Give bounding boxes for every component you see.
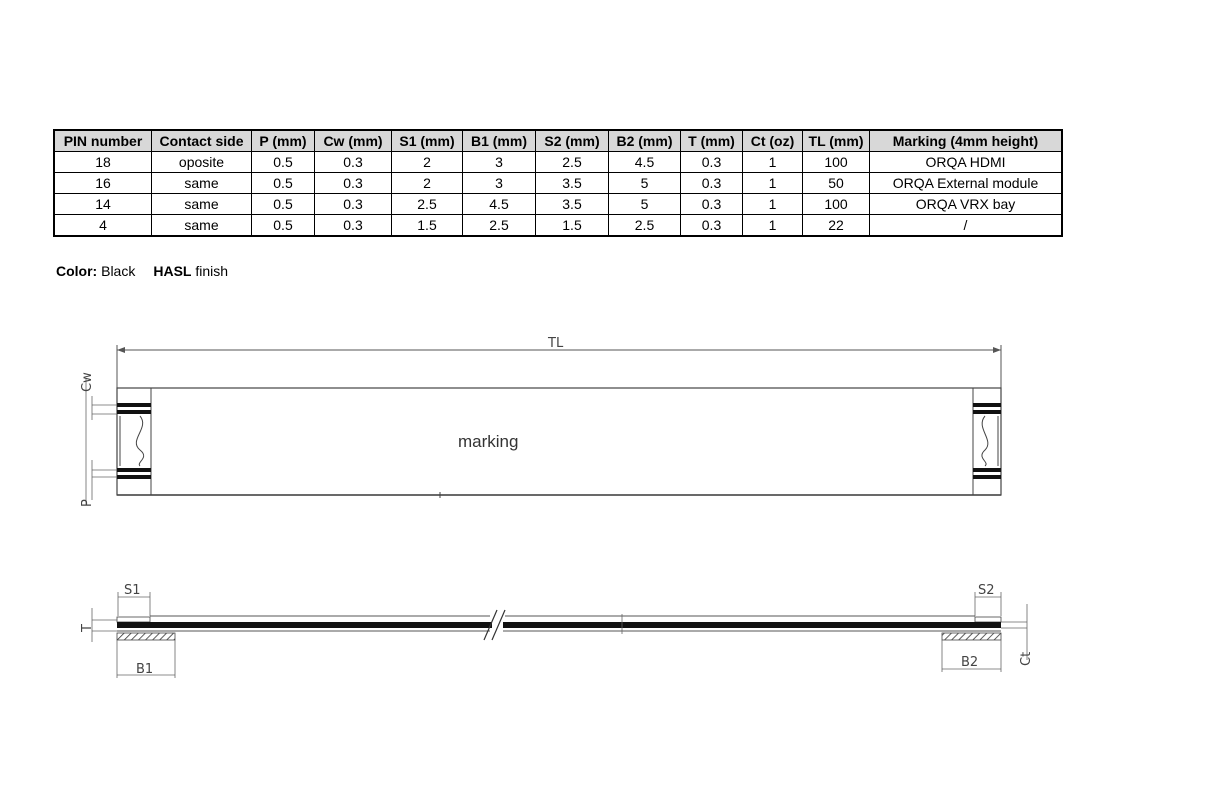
col-header: S2 (mm) — [536, 130, 609, 152]
cell: 14 — [54, 194, 152, 215]
col-header: Cw (mm) — [315, 130, 392, 152]
s1-label: S1 — [124, 583, 141, 598]
cell: 3.5 — [536, 173, 609, 194]
b2-label: B2 — [961, 655, 979, 670]
col-header: B2 (mm) — [609, 130, 681, 152]
cell: / — [870, 215, 1063, 237]
cell: 16 — [54, 173, 152, 194]
finish-label: HASL — [153, 263, 192, 279]
cell: 4.5 — [609, 152, 681, 173]
cell: 50 — [803, 173, 870, 194]
cell: 2 — [392, 173, 463, 194]
cell: 3 — [463, 173, 536, 194]
right-contacts — [973, 403, 1001, 479]
cell: 4 — [54, 215, 152, 237]
cell: same — [152, 215, 252, 237]
cell: 0.3 — [681, 194, 743, 215]
col-header: TL (mm) — [803, 130, 870, 152]
cell: 0.5 — [252, 152, 315, 173]
cell: 0.3 — [315, 215, 392, 237]
cell: ORQA External module — [870, 173, 1063, 194]
cell: 0.3 — [315, 152, 392, 173]
cell: 0.5 — [252, 194, 315, 215]
left-contacts — [117, 403, 151, 479]
cell: 0.3 — [681, 215, 743, 237]
col-header: Marking (4mm height) — [870, 130, 1063, 152]
cell: 0.5 — [252, 215, 315, 237]
cell: 2 — [392, 152, 463, 173]
right-stiffener — [942, 633, 1001, 640]
tl-label: TL — [548, 336, 564, 351]
cell: 0.5 — [252, 173, 315, 194]
cable-outline — [117, 388, 1001, 495]
marking-label: marking — [458, 432, 519, 451]
cell: 5 — [609, 194, 681, 215]
cell: 4.5 — [463, 194, 536, 215]
cell: 2.5 — [392, 194, 463, 215]
t-label: T — [80, 624, 95, 632]
cell: 0.3 — [315, 194, 392, 215]
cell: 0.3 — [315, 173, 392, 194]
col-header: PIN number — [54, 130, 152, 152]
top-view — [80, 336, 1001, 507]
cell: 0.3 — [681, 152, 743, 173]
finish-value: finish — [195, 263, 229, 279]
cell: same — [152, 173, 252, 194]
cell: 1 — [743, 215, 803, 237]
cell: 22 — [803, 215, 870, 237]
cell: 100 — [803, 194, 870, 215]
cell: 5 — [609, 173, 681, 194]
cell: 100 — [803, 152, 870, 173]
cell: ORQA VRX bay — [870, 194, 1063, 215]
side-view — [80, 583, 1034, 678]
cell: 2.5 — [536, 152, 609, 173]
cell: same — [152, 194, 252, 215]
col-header: Contact side — [152, 130, 252, 152]
col-header: P (mm) — [252, 130, 315, 152]
col-header: T (mm) — [681, 130, 743, 152]
col-header: Ct (oz) — [743, 130, 803, 152]
cell: 3 — [463, 152, 536, 173]
cell: 1 — [743, 194, 803, 215]
cell: 3.5 — [536, 194, 609, 215]
p-label: P — [80, 499, 95, 507]
cell: 2.5 — [463, 215, 536, 237]
ct-label: Ct — [1019, 651, 1034, 666]
cell: 0.3 — [681, 173, 743, 194]
color-value: Black — [101, 263, 136, 279]
color-label: Color: — [56, 263, 98, 279]
cell: 1.5 — [392, 215, 463, 237]
col-header: B1 (mm) — [463, 130, 536, 152]
cell: 2.5 — [609, 215, 681, 237]
col-header: S1 (mm) — [392, 130, 463, 152]
cell: oposite — [152, 152, 252, 173]
left-stiffener — [117, 633, 175, 640]
s2-label: S2 — [978, 583, 995, 598]
cell: 1 — [743, 173, 803, 194]
cell: 18 — [54, 152, 152, 173]
b1-label: B1 — [136, 662, 154, 677]
cell: ORQA HDMI — [870, 152, 1063, 173]
cell: 1.5 — [536, 215, 609, 237]
cw-label: Cw — [80, 372, 95, 392]
cell: 1 — [743, 152, 803, 173]
